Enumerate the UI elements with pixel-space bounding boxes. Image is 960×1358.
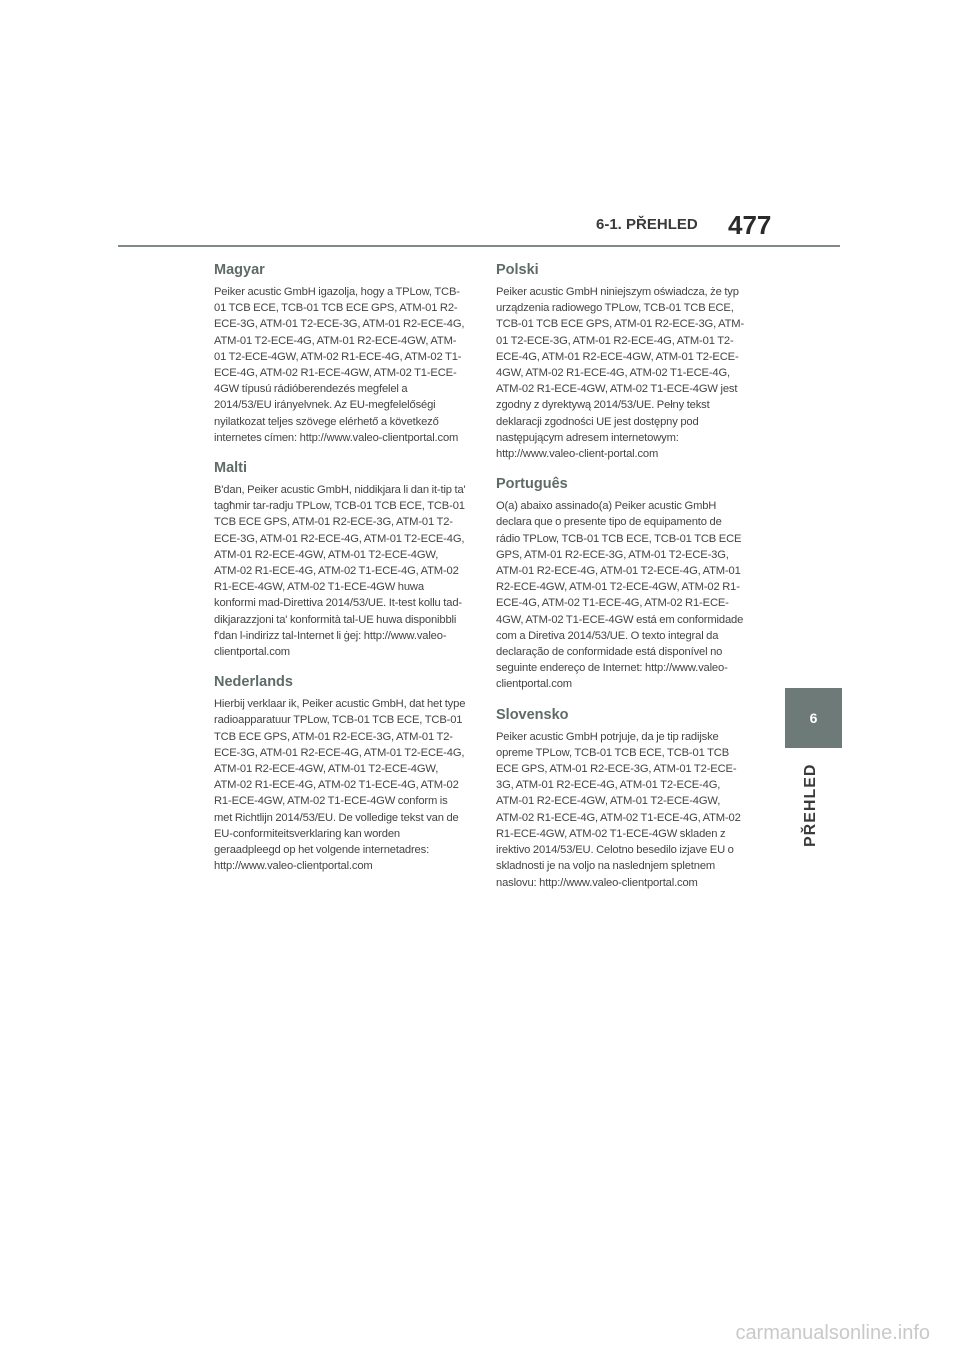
section-text: Hierbij verklaar ik, Peiker acustic GmbH, dat het type radioapparatuur TPLow, TCB-01 TCB ECE, TCB-01 TCB ECE GPS, ATM-01 R2-ECE-3G, ATM-01 T2-ECE-3G, ATM-01 R2-ECE-4G, ATM-01 T2-ECE-4G, ATM-01 R2-ECE-4GW, ATM-01 T2-ECE-4GW, ATM-02 R1-ECE-4G, ATM-02 T1-ECE-4G, ATM-02 R1-ECE-4GW, ATM-02 T1-ECE-4GW conform is met Richtlijn 2014/53/EU. De volledige tekst van de EU-conformiteitsverklaring kan worden geraadpleegd op het volgende internetadres: http://www.valeo-clientportal.com: [214, 698, 466, 873]
section-text: Peiker acustic GmbH igazolja, hogy a TPLow, TCB-01 TCB ECE, TCB-01 TCB ECE GPS, ATM-01 R2-ECE-3G, ATM-01 T2-ECE-3G, ATM-01 R2-ECE-4G, ATM-01 T2-ECE-4G, ATM-01 R2-ECE-4GW, ATM-01 T2-ECE-4GW, ATM-02 R1-ECE-4G, ATM-02 T1-ECE-4G, ATM-02 R1-ECE-4GW, ATM-02 T1-ECE-4GW típusú rádióberendezés megfelel a 2014/53/EU irányelvnek. Az EU-megfelelőségi nyilatkozat teljes szövege elérhető a következő internetes címen: http://www.valeo-clientportal.com: [214, 286, 465, 444]
section-nederlands: [214, 674, 466, 874]
section-magyar: [214, 262, 466, 446]
section-portugues: [496, 476, 748, 692]
left-column: [214, 262, 466, 889]
page-number: 477: [728, 210, 772, 240]
header-rule: [118, 245, 840, 247]
section-heading: Nederlands: [214, 674, 293, 691]
chapter-label: PŘEHLED: [802, 763, 819, 847]
section-heading: Polski: [496, 262, 539, 278]
section-slovensko: [496, 707, 748, 891]
section-heading: Português: [496, 476, 568, 493]
section-polski: [496, 262, 748, 462]
chapter-tab: [785, 688, 842, 748]
section-heading: Slovensko: [496, 706, 569, 723]
chapter-number: 6: [809, 710, 818, 726]
section-text: Peiker acustic GmbH niniejszym oświadcza, że typ urządzenia radiowego TPLow, TCB-01 TCB ECE, TCB-01 TCB ECE GPS, ATM-01 R2-ECE-3G, ATM-01 T2-ECE-3G, ATM-01 R2-ECE-4G, ATM-01 T2-ECE-4G, ATM-01 R2-ECE-4GW, ATM-01 T2-ECE-4GW, ATM-02 R1-ECE-4G, ATM-02 T1-ECE-4G, ATM-02 R1-ECE-4GW, ATM-02 T1-ECE-4GW jest zgodny z dyrektywą 2014/53/UE. Pełny tekst deklaracji zgodności UE jest dostępny pod następującym adresem internetowym: http://www.valeo-client-portal.com: [496, 286, 745, 461]
section-text: Peiker acustic GmbH potrjuje, da je tip radijske opreme TPLow, TCB-01 TCB ECE, TCB-01 TCB ECE GPS, ATM-01 R2-ECE-3G, ATM-01 T2-ECE-3G, ATM-01 R2-ECE-4G, ATM-01 T2-ECE-4G, ATM-01 R2-ECE-4GW, ATM-01 T2-ECE-4GW, ATM-02 R1-ECE-4G, ATM-02 T1-ECE-4G, ATM-02 R1-ECE-4GW, ATM-02 T1-ECE-4GW skladen z irektivo 2014/53/EU. Celotno besedilo izjave EU o skladnosti je na voljo na naslednjem spletnem naslovu: http://www.valeo-clientportal.com: [496, 730, 741, 889]
right-column: [496, 262, 748, 905]
watermark: carmanualsonline.info: [735, 1322, 930, 1344]
section-heading: Malti: [214, 460, 248, 477]
section-malti: [214, 460, 466, 660]
section-heading: Magyar: [214, 262, 265, 278]
section-text: B'dan, Peiker acustic GmbH, niddikjara li dan it-tip ta' tagħmir tar-radju TPLow, TCB-01 TCB ECE, TCB-01 TCB ECE GPS, ATM-01 R2-ECE-3G, ATM-01 T2-ECE-3G, ATM-01 R2-ECE-4G, ATM-01 T2-ECE-4G, ATM-01 R2-ECE-4GW, ATM-01 T2-ECE-4GW, ATM-02 R1-ECE-4G, ATM-02 T1-ECE-4G, ATM-02 R1-ECE-4GW, ATM-02 T1-ECE-4GW huwa konformi mad-Direttiva 2014/53/UE. It-test kollu tad-dikjarazzjoni ta' konformità tal-UE huwa disponibbli f'dan l-indirizz tal-Internet li ġej: http://www.valeo-clientportal.com: [214, 484, 466, 659]
section-text: O(a) abaixo assinado(a) Peiker acustic GmbH declara que o presente tipo de equipamento de rádio TPLow, TCB-01 TCB ECE, TCB-01 TCB ECE GPS, ATM-01 R2-ECE-3G, ATM-01 T2-ECE-3G, ATM-01 R2-ECE-4G, ATM-01 T2-ECE-4G, ATM-01 R2-ECE-4GW, ATM-01 T2-ECE-4GW, ATM-02 R1-ECE-4G, ATM-02 T1-ECE-4G, ATM-02 R1-ECE-4GW, ATM-02 T1-ECE-4GW está em conformidade com a Diretiva 2014/53/UE. O texto integral da declaração de conformidade está disponível no seguinte endereço de Internet: http://www.valeo-clientportal.com: [496, 500, 744, 691]
header-title: 6-1. PŘEHLED: [596, 216, 698, 233]
